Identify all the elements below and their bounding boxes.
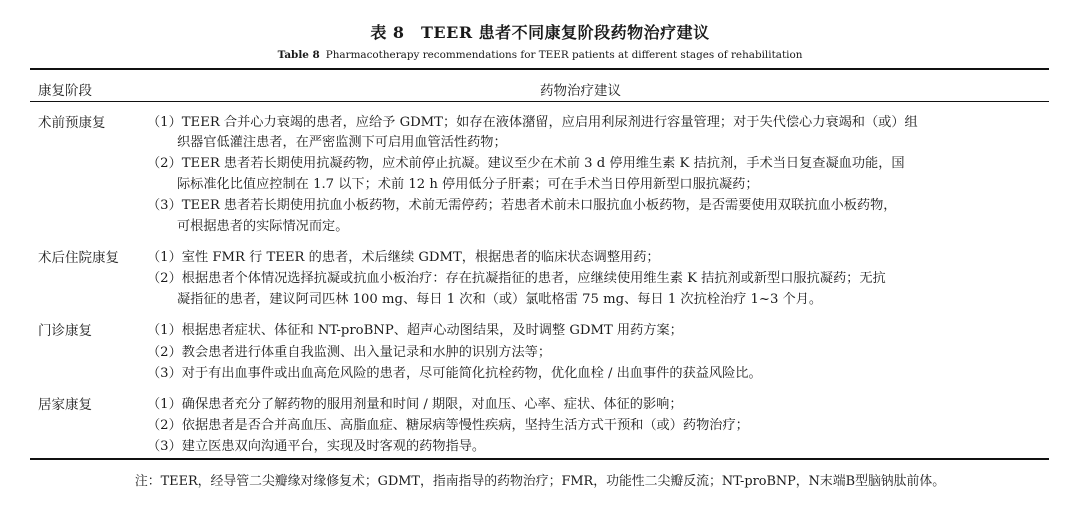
recommendation-line: （3）TEER 患者若长期使用抗血小板药物，术前无需停药；若患者术前未口服抗血小板药物，是否需要使用双联抗血小板药物， — [147, 198, 897, 213]
table-header-rule — [30, 101, 1049, 102]
recommendation-line: 凝指征的患者，建议阿司匹林 100 mg、每日 1 次和（或）氯吡格雷 75 mg、每日 1 次抗栓治疗 1~3 个月。 — [177, 292, 823, 307]
stage-label: 门诊康复 — [38, 323, 92, 339]
stage-label: 术后住院康复 — [38, 250, 119, 266]
recommendation-line: （3）对于有出血事件或出血高危风险的患者，尽可能简化抗栓药物，优化血栓 / 出血事件的获益风险比。 — [147, 366, 762, 381]
header-recommendation: 药物治疗建议 — [540, 83, 621, 99]
table-top-rule — [30, 68, 1049, 70]
table-bottom-rule — [30, 458, 1049, 460]
recommendation-line: （1）根据患者症状、体征和 NT-proBNP、超声心动图结果，及时调整 GDMT 用药方案； — [147, 323, 683, 338]
recommendation-line: 可根据患者的实际情况而定。 — [177, 219, 349, 234]
stage-label: 术前预康复 — [38, 115, 106, 131]
table-footnote: 注：TEER，经导管二尖瓣缘对缘修复术；GDMT，指南指导的药物治疗；FMR，功能性二尖瓣反流；NT-proBNP，N末端B型脑钠肽前体。 — [134, 474, 946, 489]
table-caption-cn: 表 8 TEER 患者不同康复阶段药物治疗建议 — [370, 23, 710, 42]
recommendation-line: （2）依据患者是否合并高血压、高脂血症、糖尿病等慢性疾病，坚持生活方式干预和（或）药物治疗； — [147, 418, 749, 433]
recommendation-line: 织器官低灌注患者，在严密监测下可启用血管活性药物； — [177, 135, 507, 150]
stage-label: 居家康复 — [38, 397, 92, 413]
table-caption-en-label: Table 8 — [277, 49, 320, 61]
recommendation-line: 际标准化比值应控制在 1.7 以下；术前 12 h 停用低分子肝素；可在手术当日停用新型口服抗凝药； — [177, 177, 759, 192]
header-stage: 康复阶段 — [38, 83, 92, 99]
recommendation-line: （1）TEER 合并心力衰竭的患者，应给予 GDMT；如存在液体潴留，应启用利尿剂进行容量管理；对于失代偿心力衰竭和（或）组 — [147, 115, 918, 130]
recommendation-line: （1）室性 FMR 行 TEER 的患者，术后继续 GDMT，根据患者的临床状态调整用药； — [147, 250, 660, 265]
recommendation-line: （2）教会患者进行体重自我监测、出入量记录和水肿的识别方法等； — [147, 345, 552, 360]
table-caption-en — [0, 49, 1080, 61]
recommendation-line: （2）TEER 患者若长期使用抗凝药物，应术前停止抗凝。建议至少在术前 3 d 停用维生素 K 拮抗剂，手术当日复查凝血功能，国 — [147, 156, 905, 171]
recommendation-line: （2）根据患者个体情况选择抗凝或抗血小板治疗：存在抗凝指征的患者，应继续使用维生素 K 拮抗剂或新型口服抗凝药；无抗 — [147, 271, 886, 286]
table-caption-en-title: Pharmacotherapy recommendations for TEER patients at different stages of rehabilitation — [325, 49, 803, 61]
recommendation-line: （3）建立医患双向沟通平台，实现及时客观的药物指导。 — [147, 439, 486, 454]
recommendation-line: （1）确保患者充分了解药物的服用剂量和时间 / 期限，对血压、心率、症状、体征的影响； — [147, 397, 683, 412]
